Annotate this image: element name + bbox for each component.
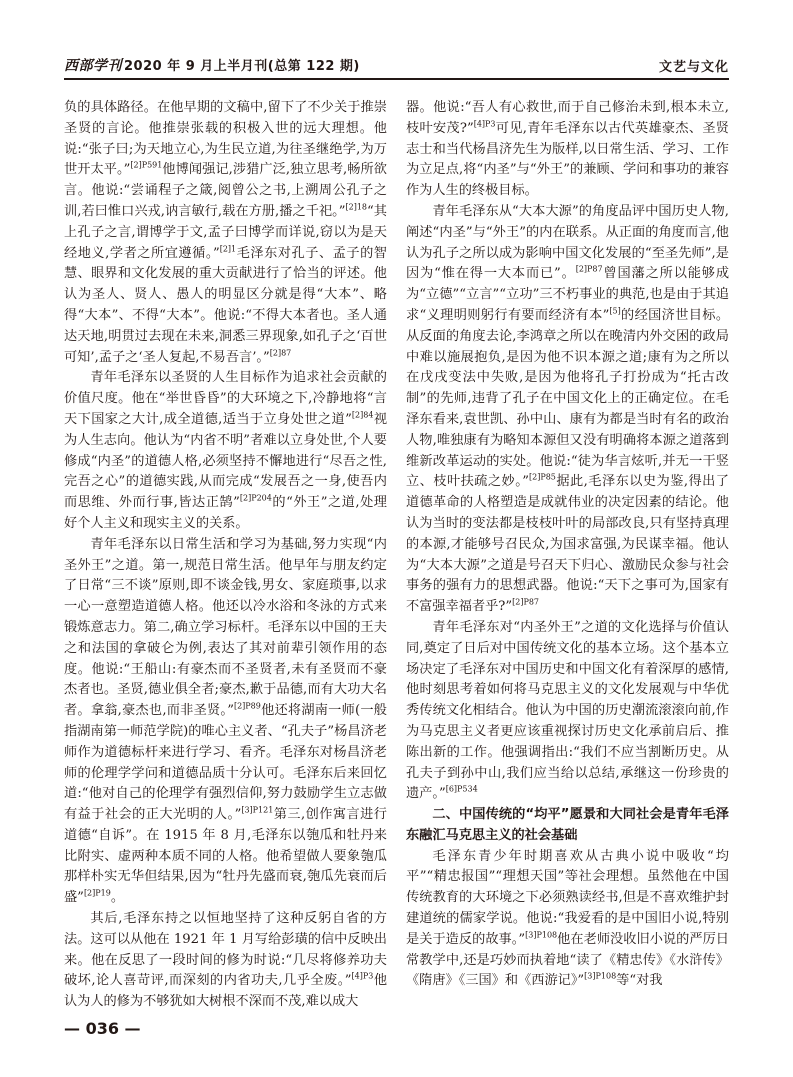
paragraph-text: 青年毛泽东以日常生活和学习为基础,努力实现“内圣外王”之道。第一,规范日常生活。他早年与朋友约定了日常“三不谈”原则,即不谈金钱,男女、家庭琐事,以求一心一意塑造道德人格。他还以冷水浴和冬泳的方式来锻炼意志力。第二,确立学习标杆。毛泽东以中国的王夫之和法国的拿破仑为例,表达了其对前辈引领作用的态度。他说:“王船山:有豪杰而不圣贤者,未有圣贤而不豪杰者也。圣贤,德业俱全者;豪杰,歉于品德,而有大功大名者。拿翁,豪杰也,而非圣贤。”	[64, 536, 387, 719]
paragraph-text: 第三,创作寓言进行道德“自诉”。在 1915 年 8 月,毛泽东以匏瓜和牡丹来比附实、虚两种本质不同的人格。他希望做人要象匏瓜那样朴实无华但结果,因为“牡丹先盛而衰,匏瓜先衰而后盛”	[64, 807, 387, 906]
citation-marker: [2]P19	[83, 888, 111, 898]
paragraph	[64, 909, 387, 1013]
paragraph-text: 他认为人的修为不够犹如大树根不深而不茂,难以成大	[64, 973, 388, 1010]
citation-marker: [2]87	[269, 348, 292, 358]
page-number: — 036 —	[64, 1019, 141, 1038]
citation-marker: [2]P204	[239, 493, 272, 503]
paragraph-text: 的“外王”之道,处理好个人主义和现实主义的关系。	[64, 495, 387, 531]
paragraph	[406, 202, 729, 618]
paragraph-text: 据此,毛泽东以史为鉴,得出了道德革命的人格塑造是成就伟业的决定因素的结论。他认为当时的变法都是枝枝叶叶的局部改良,只有坚持真理的本源,才能够号召民众,为国求富强,为民谋幸福。他认为“大本大源”之道是号召天下归心、激励民众参与社会事务的强有力的思想武器。他说:“天下之事可为,国家有不富强幸福者乎?”	[406, 474, 729, 615]
journal-title	[64, 55, 360, 75]
paragraph-text: 。	[110, 890, 125, 906]
citation-marker: [6]P534	[445, 784, 478, 794]
paragraph	[64, 535, 387, 909]
paragraph-text: 青年毛泽东对“内圣外王”之道的文化选择与价值认同,奠定了日后对中国传统文化的基本立场。这个基本立场决定了毛泽东对中国历史和中国文化有着深厚的感情,他时刻思考着如何将马克思主义的文化发展观与中华优秀传统文化相结合。他认为中国的历史潮流滚滚向前,作为马克思主义者更应该重视探讨历史文化承前启后、推陈出新的工作。他强调指出:“我们不应当割断历史。从孔夫子到孙中山,我们应当给以总结,承继这一份珍贵的遗产。”	[406, 619, 729, 802]
citation-marker: [3]P108	[584, 972, 617, 982]
paragraph	[406, 618, 729, 805]
paragraph-text: 毛泽东青少年时期喜欢从古典小说中吸收“均平”“精忠报国”“理想天国”等社会理想。虽然他在中国传统教育的大环境之下必须熟读经书,但是不喜欢维护封建道统的儒家学说。他说:“我爱看的是中国旧小说,特别是关于造反的故事。”	[406, 848, 729, 947]
paragraph-text: 青年毛泽东以圣贤的人生目标作为追求社会贡献的价值尺度。他在“举世昏昏”的大环境之下,冷静地将“言天下国家之大计,成全道德,适当于立身处世之道”	[64, 370, 387, 427]
citation-marker: [3]P108	[525, 930, 558, 940]
paragraph-text: 毛泽东对孔子、孟子的智慧、眼界和文化发展的重大贡献进行了恰当的评述。他认为圣人、贤人、愚人的明显区分就是得“大本”、略得“大本”、不得“大本”。他说:“不得大本者也。圣人通达天地,明贯过去现在未来,洞悉三界现象,如孔子之‘百世可知’,孟子之‘圣人复起,不易吾言’。”	[64, 245, 387, 365]
citation-marker: [2]P85	[528, 472, 556, 482]
citation-marker: [2]P87	[575, 264, 603, 274]
issue-info: 2020 年 9 月上半月刊(总第 122 期)	[124, 59, 360, 74]
paragraph-text: 视为人生志向。他认为“内省不明”者难以立身处世,个人要修成“内圣”的道德人格,必须坚持不懈地进行“尽吾之性,完吾之心”的道德实践,从而完成“发展吾之一身,使吾内而思维、外而行事,皆达正鹄”	[64, 411, 388, 511]
paragraph-text: 曾国藩之所以能够成为“立德”“立言”“立功”三不朽事业的典范,也是由于其追求“义理明则躬行有要而经济有本”	[406, 266, 730, 323]
citation-marker: [3]P121	[241, 805, 274, 815]
page-header	[64, 56, 729, 80]
citation-marker: [4]P3	[473, 119, 496, 129]
right-column	[406, 98, 729, 992]
paragraph-text: 他博闻强记,涉猎广泛,独立思考,畅所欲言。他说:“尝诵程子之箴,阅曾公之书,上溯周公孔子之训,若曰惟口兴戎,讷言敏行,载在方册,播之千祀。”	[64, 162, 387, 219]
citation-marker: [2]P89	[233, 701, 261, 711]
citation-marker: [2]18	[345, 202, 368, 212]
paragraph-text: 他在老师没收旧小说的严厉日常教学中,还是巧妙而执着地“读了《精忠传》《水浒传》《隋唐》《三国》和《西游记》”	[406, 931, 729, 989]
journal-logo: 西部学刊	[64, 58, 122, 74]
citation-marker: [5]	[609, 306, 621, 316]
paragraph-text: 的经国济世目标。从反面的角度去论,李鸿章之所以在晚清内外交困的政局中难以施展抱负,是因为他不识本源之道;康有为之所以在戊戌变法中失败,是因为他将孔子打扮成为“托古改制”的先师,违背了孔子在中国文化上的正确定位。在毛泽东看来,袁世凯、孙中山、康有为都是当时有名的政治人物,唯独康有为略知本源但又没有明确将本源之道落到维新改革运动的实处。他说:“徒为华言炫听,并无一干竖立、枝叶扶疏之妙。”	[406, 307, 730, 490]
section-name: 文艺与文化	[658, 60, 729, 75]
citation-marker: [2]1	[219, 244, 237, 254]
paragraph	[64, 368, 387, 534]
paragraph-text: 可见,青年毛泽东以古代英雄豪杰、圣贤志士和当代杨昌济先生为版样,以日常生活、学习、工作为立足点,将“内圣”与“外王”的兼顾、学问和事功的兼容作为人生的终极目标。	[406, 120, 729, 199]
paragraph-text: 器。他说:“吾人有心救世,而于自己修治未到,根本未立,枝叶安茂?”	[406, 100, 729, 136]
paragraph-text: “其上孔子之言,谓博学于文,孟子曰博学而详说,窃以为是天经地义,学者之所宜遵循。”	[64, 203, 387, 261]
paragraph-text: 负的具体路径。在他早期的文稿中,留下了不少关于推崇圣贤的言论。他推崇张载的积极入世的远大理想。他说:“张子曰;为天地立心,为生民立道,为往圣继绝学,为万世开太平。”	[64, 100, 387, 178]
citation-marker: [2]84	[351, 410, 374, 420]
paragraph-text: 等“对我	[616, 973, 663, 989]
citation-marker: [4]P3	[351, 972, 374, 982]
paragraph-text: 青年毛泽东从“大本大源”的角度品评中国历史人物,阐述“内圣”与“外王”的内在联系。从正面的角度而言,他认为孔子之所以成为影响中国文化发展的“至圣先师”,是因为“惟在得一大本而已”。	[406, 203, 729, 282]
paragraph-text: 其后,毛泽东持之以恒地坚持了这种反躬自省的方法。这可以从他在 1921 年 1 月写给彭璜的信中反映出来。他在反思了一段时间的修为时说:“几尽将修养功夫破坏,论人喜苛评,而深刻的内省功夫,几乎全废。”	[64, 911, 387, 989]
paragraph	[406, 847, 729, 993]
paragraph-text: 他还将湖南一师(一般指湖南第一师范学院)的唯心主义者、“孔夫子”杨昌济老师作为道德标杆来进行学习、看齐。毛泽东对杨昌济老师的伦理学学问和道德品质十分认可。毛泽东后来回忆道:“他对自己的伦理学有强烈信仰,努力鼓励学生立志做有益于社会的正大光明的人。”	[64, 703, 387, 823]
paragraph	[64, 98, 387, 368]
left-column	[64, 98, 387, 1013]
citation-marker: [2]P591	[130, 161, 163, 170]
citation-marker: [2]P87	[512, 597, 540, 607]
section-heading: 二、中国传统的“均平”愿景和大同社会是青年毛泽东融汇马克思主义的社会基础	[406, 807, 729, 843]
paragraph	[406, 98, 729, 202]
